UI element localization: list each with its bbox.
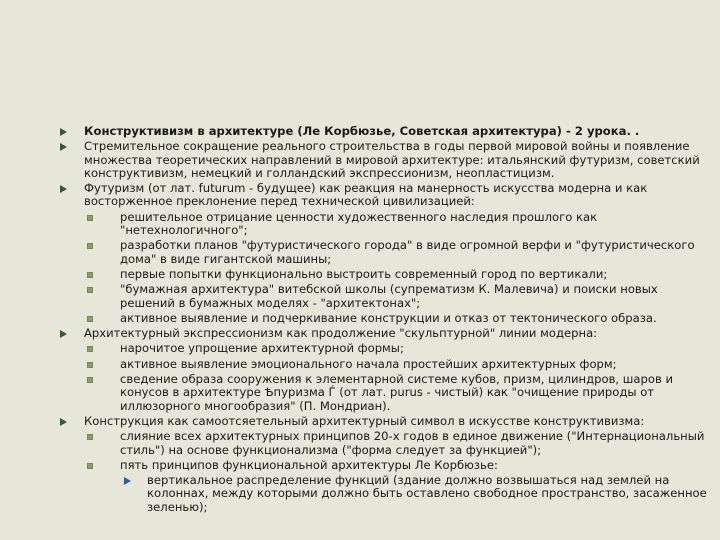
sub-bullet-item xyxy=(60,373,712,413)
sub-sub-bullet-item xyxy=(60,474,712,514)
sub-bullet-text: активное выявление и подчеркивание конструкции и отказ от тектонического образа. xyxy=(120,310,657,325)
sub-bullet-text: сведение образа сооружения к элементарной системе кубов, призм, цилиндров, шаров и конусов в архитектуре Ѣпуризма Ѓ (от лат. purus - чистый) как "очищение природы от иллюзорного многообразия" (П. Мондриан). xyxy=(120,372,674,413)
bullet-arrow-icon xyxy=(60,418,67,426)
sub-bullet-text: слияние всех архитектурных принципов 20-х годов в единое движение ("Интернациональный стиль") на основе функционализма ("форма следует за функцией"); xyxy=(120,429,705,457)
sub-bullet-text: "бумажная архитектура" витебской школы (супрематизм К. Малевича) и поиски новых решений в бумажных моделях - "архитектонах"; xyxy=(120,282,658,310)
sub-bullet-item xyxy=(60,268,712,281)
sub-bullet-item xyxy=(60,430,712,457)
sub-bullet-text: активное выявление эмоционального начала простейших архитектурных форм; xyxy=(120,356,617,371)
square-bullet-icon xyxy=(87,287,93,293)
sub-bullet-text: решительное отрицание ценности художественного наследия прошлого как "нетехнологичного"; xyxy=(120,209,598,238)
bullet-arrow-icon xyxy=(60,143,67,151)
square-bullet-icon xyxy=(87,346,93,352)
sub-bullet-item xyxy=(60,211,712,238)
sub-sub-bullet-text: вертикальное распределение функций (здание должно возвышаться над землей на колоннах, между которыми должно быть оставлено свободное пространство, засаженное зеленью); xyxy=(147,473,707,514)
sub-bullet-item xyxy=(60,239,712,266)
bullet-arrow-icon xyxy=(124,477,131,485)
square-bullet-icon xyxy=(87,377,93,383)
sub-bullet-item xyxy=(60,459,712,472)
sub-bullet-item xyxy=(60,283,712,310)
square-bullet-icon xyxy=(87,434,93,440)
bullet-text: Футуризм (от лат. futurum - будущее) как реакция на манерность искусства модерна и как восторженное преклонение перед технической цивилизацией: xyxy=(84,181,648,209)
bullet-item xyxy=(60,140,712,180)
square-bullet-icon xyxy=(87,316,93,322)
bullet-item xyxy=(60,327,712,340)
square-bullet-icon xyxy=(87,243,93,249)
sub-bullet-text: нарочитое упрощение архитектурной формы; xyxy=(120,341,404,356)
square-bullet-icon xyxy=(87,272,93,278)
square-bullet-icon xyxy=(87,463,93,469)
bullet-arrow-icon xyxy=(60,185,67,193)
bullet-text: Стремительное сокращение реального строительства в годы первой мировой войны и появление множества теоретических направлений в мировой архитектуре: итальянский футуризм, советский конструктивизм, немецкий и голландский экспрессионизм, неопластицизм. xyxy=(84,139,700,180)
bullet-item xyxy=(60,182,712,209)
bullet-item xyxy=(60,415,712,428)
square-bullet-icon xyxy=(87,362,93,368)
sub-bullet-text: разработки планов "футуристического города" в виде огромной верфи и "футуристического дома" в виде гигантской машины; xyxy=(120,238,695,266)
bullet-item xyxy=(60,125,712,138)
sub-bullet-item xyxy=(60,342,712,355)
sub-bullet-text: пять принципов функциональной архитектуры Ле Корбюзье: xyxy=(120,457,498,472)
bullet-arrow-icon xyxy=(60,330,67,338)
sub-bullet-text: первые попытки функционально выстроить современный город по вертикали; xyxy=(120,266,608,281)
sub-bullet-item xyxy=(60,358,712,371)
slide-content xyxy=(60,125,712,514)
square-bullet-icon xyxy=(87,215,93,221)
slide-title: Конструктивизм в архитектуре (Ле Корбюзье, Советская архитектура) - 2 урока. . xyxy=(84,124,640,138)
bullet-arrow-icon xyxy=(60,128,67,136)
bullet-text: Конструкция как самоотсяетельный архитектурный символ в искусстве конструктивизма: xyxy=(84,413,645,428)
bullet-text: Архитектурный экспрессионизм как продолжение "скульптурной" линии модерна: xyxy=(84,326,598,341)
sub-bullet-item xyxy=(60,312,712,325)
